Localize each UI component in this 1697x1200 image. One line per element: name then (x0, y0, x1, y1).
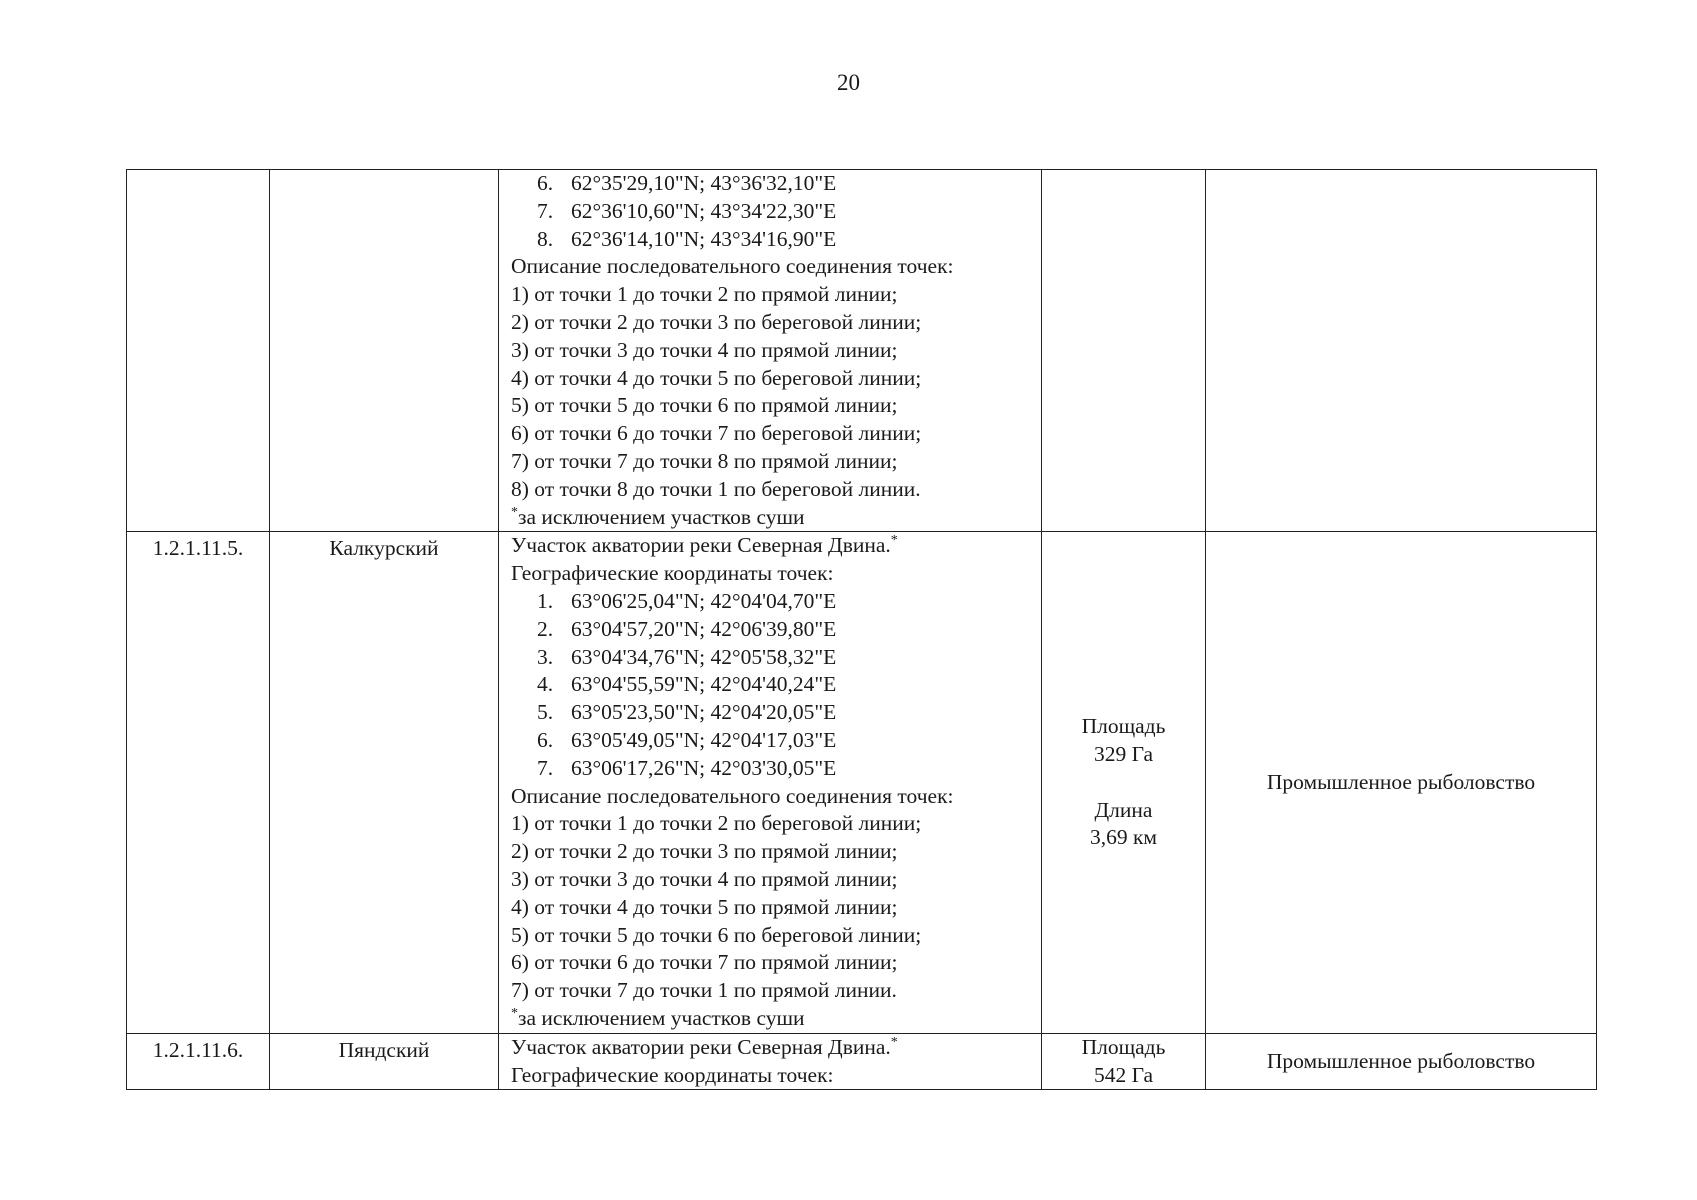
connection-line: 1) от точки 1 до точки 2 по прямой линии; (511, 282, 898, 307)
connection-line: 7) от точки 7 до точки 8 по прямой линии; (511, 448, 898, 473)
purpose-cell: Промышленное рыболовство (1206, 532, 1597, 1033)
site-code-cell: 1.2.1.11.6. (127, 1033, 270, 1090)
connection-line: 5) от точки 5 до точки 6 по береговой линии; (511, 922, 922, 947)
list-item: 4. 63°04'55,59"N; 42°04'40,24"E (537, 672, 837, 697)
list-item: 7. 63°06'17,26"N; 42°03'30,05"E (537, 755, 837, 780)
footnote: *за исключением участков суши (511, 1005, 805, 1030)
connection-title: Описание последовательного соединения точек: (511, 783, 954, 808)
connection-line: 5) от точки 5 до точки 6 по прямой линии; (511, 393, 898, 418)
purpose-cell: Промышленное рыболовство (1206, 1033, 1597, 1090)
list-item: 1. 63°06'25,04"N; 42°04'04,70"E (537, 588, 837, 613)
fishing-sites-table (126, 169, 1597, 1090)
area-value: 542 Га (1093, 1062, 1154, 1087)
site-code-cell: 1.2.1.11.5. (127, 532, 270, 1033)
connection-line: 6) от точки 6 до точки 7 по береговой линии; (511, 421, 922, 446)
area-value: 329 Га (1093, 741, 1154, 766)
connection-line: 1) от точки 1 до точки 2 по береговой линии; (511, 811, 922, 836)
site-description-cell (499, 170, 1042, 532)
connection-line: 2) от точки 2 до точки 3 по береговой линии; (511, 309, 922, 334)
connection-line: 6) от точки 6 до точки 7 по прямой линии; (511, 950, 898, 975)
purpose-cell (1206, 170, 1597, 532)
coordinates-title: Географические координаты точек: (511, 561, 834, 586)
list-item: 7. 62°36'10,60"N; 43°34'22,30"E (537, 198, 837, 223)
coordinates-title: Географические координаты точек: (511, 1062, 834, 1087)
connection-line: 4) от точки 4 до точки 5 по береговой линии; (511, 365, 922, 390)
metrics-cell (1042, 1033, 1206, 1090)
site-intro: Участок акватории реки Северная Двина.* (511, 533, 898, 558)
area-label: Площадь (1081, 1034, 1166, 1059)
table-row (127, 1033, 1597, 1090)
site-description-cell (499, 532, 1042, 1033)
length-label: Длина (1094, 797, 1153, 822)
list-item: 2. 63°04'57,20"N; 42°06'39,80"E (537, 616, 837, 641)
connection-line: 4) от точки 4 до точки 5 по прямой линии; (511, 894, 898, 919)
page-number: 20 (837, 70, 860, 95)
connection-title: Описание последовательного соединения точек: (511, 254, 954, 279)
list-item: 6. 63°05'49,05"N; 42°04'17,03"E (537, 727, 837, 752)
list-item: 3. 63°04'34,76"N; 42°05'58,32"E (537, 644, 837, 669)
site-name-cell: Калкурский (270, 532, 499, 1033)
list-item: 6. 62°35'29,10"N; 43°36'32,10"E (537, 171, 837, 195)
table-row (127, 532, 1597, 1033)
list-item: 8. 62°36'14,10"N; 43°34'16,90"E (537, 226, 837, 251)
connection-line: 7) от точки 7 до точки 1 по прямой линии. (511, 978, 897, 1003)
site-description-cell (499, 1033, 1042, 1090)
table-row (127, 170, 1597, 532)
connection-line: 8) от точки 8 до точки 1 по береговой линии. (511, 476, 921, 501)
length-value: 3,69 км (1089, 825, 1158, 850)
site-name-cell: Пяндский (270, 1033, 499, 1090)
site-name-cell (270, 170, 499, 532)
coordinate-list (511, 588, 1035, 783)
connection-line: 3) от точки 3 до точки 4 по прямой линии; (511, 866, 898, 891)
metrics-cell (1042, 532, 1206, 1033)
site-code-cell (127, 170, 270, 532)
metrics-cell (1042, 170, 1206, 532)
site-intro: Участок акватории реки Северная Двина.* (511, 1034, 898, 1059)
footnote: *за исключением участков суши (511, 504, 805, 529)
connection-line: 2) от точки 2 до точки 3 по прямой линии; (511, 839, 898, 864)
list-item: 5. 63°05'23,50"N; 42°04'20,05"E (537, 700, 837, 725)
area-label: Площадь (1081, 713, 1166, 738)
coordinate-list (511, 170, 1035, 253)
connection-line: 3) от точки 3 до точки 4 по прямой линии; (511, 337, 898, 362)
